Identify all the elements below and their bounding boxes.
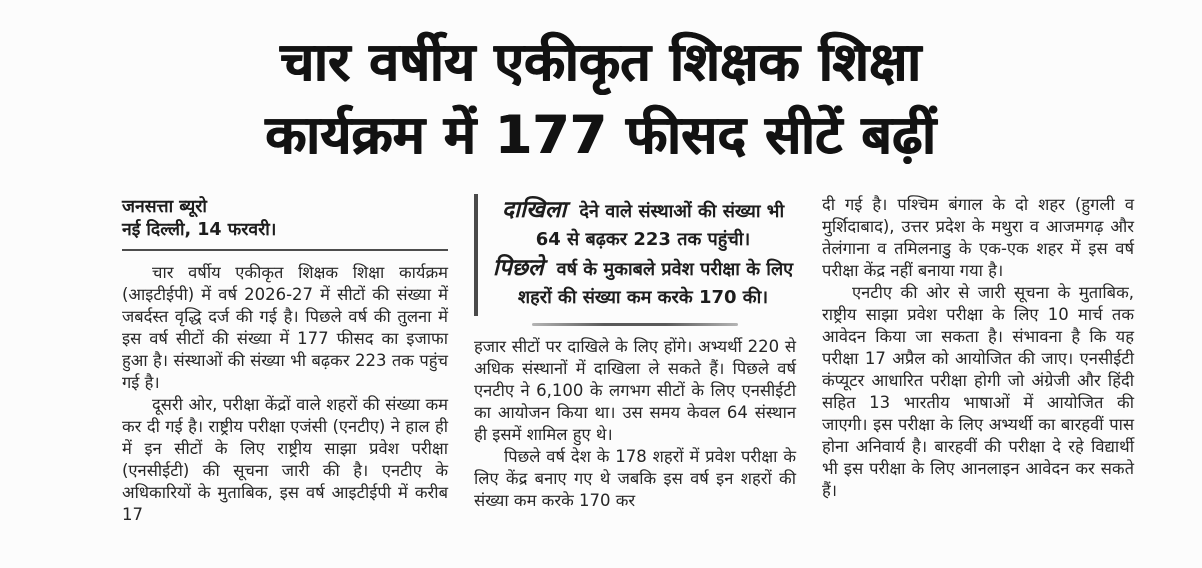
- paragraph: हजार सीटों पर दाखिले के लिए होंगे। अभ्यर्थी 220 से अधिक संस्थानों में दाखिला ले सकते हैं। पिछले वर्ष एनटीए ने 6,100 के लगभग सीटों के लिए एनसीईटी का आयोजन किया था। उस समय केवल 64 संस्थान ही इसमें शामिल हुए थे।: [474, 337, 796, 444]
- paragraph: एनटीए की ओर से जारी सूचना के मुताबिक, राष्ट्रीय साझा प्रवेश परीक्षा के लिए 10 मार्च तक आवेदन किया जा सकता है। संभावना है कि यह परीक्षा 17 अप्रैल को आयोजित की जाए। एनसीईटी कंप्यूटर आधारित परीक्षा होगी जो अंग्रेजी और हिंदी सहित 13 भारतीय भाषाओं में आयोजित की जाएगी। इस परीक्षा के लिए अभ्यर्थी का बारहवीं पास होना अनिवार्य है। बारहवीं की परीक्षा दे रहे विद्यार्थी भी इस परीक्षा के लिए आनलाइन आवेदन कर सकते हैं।: [822, 283, 1135, 500]
- headline-line-1: चार वर्षीय एकीकृत शिक्षक शिक्षा: [280, 32, 922, 93]
- byline-agency: जनसत्ता ब्यूरो: [122, 197, 207, 217]
- pull-quote-text: देने वाले संस्थाओं की संख्या भी 64 से बढ़कर 223 तक पहुंची।: [535, 201, 785, 250]
- headline-line-2: कार्यक्रम में 177 फीसद सीटें बढ़ीं: [265, 105, 937, 166]
- column-right: [822, 194, 1134, 526]
- pull-quote-item: [490, 196, 796, 254]
- paragraph: दूसरी ओर, परीक्षा केंद्रों वाले शहरों की संख्या कम कर दी गई है। राष्ट्रीय परीक्षा एजंसी (एनटीए) ने हाल ही में इन सीटों के लिए राष्ट्रीय साझा प्रवेश परीक्षा (एनसीईटी) की सूचना जारी की है। एनटीए के अधिकारियों के मुताबिक, इस वर्ष आइटीईपी में करीब 17: [122, 395, 448, 524]
- column-middle: [474, 194, 796, 526]
- byline-dateline: नई दिल्ली, 14 फरवरी।: [122, 220, 277, 240]
- pull-quote-item: [490, 254, 796, 312]
- paragraph: दी गई है। पश्चिम बंगाल के दो शहर (हुगली व मुर्शिदाबाद), उत्तर प्रदेश के मथुरा व आजमगढ़ और तेलंगाना व तमिलनाडु के एक-एक शहर में इस वर्ष परीक्षा केंद्र नहीं बनाया गया है।: [822, 195, 1134, 280]
- pull-quote-lead: पिछले: [492, 255, 552, 281]
- pull-quote: [474, 194, 796, 316]
- article-headline: [110, 26, 1092, 172]
- pull-quote-lead: दाखिला: [501, 197, 575, 223]
- byline-rule: [122, 249, 448, 251]
- column-left: [122, 194, 448, 526]
- article-body: [122, 194, 1134, 526]
- pull-quote-text: वर्ष के मुकाबले प्रवेश परीक्षा के लिए शहरों की संख्या कम करके 170 की।: [517, 259, 794, 308]
- paragraph: चार वर्षीय एकीकृत शिक्षक शिक्षा कार्यक्रम (आइटीईपी) में वर्ष 2026-27 में सीटों की संख्या में जबर्दस्त वृद्धि दर्ज की गई है। पिछले वर्ष की तुलना में इस वर्ष सीटों की संख्या में 177 फीसद का इजाफा हुआ है। संस्थाओं की संख्या भी बढ़कर 223 तक पहुंच गई है।: [122, 263, 448, 392]
- byline: [122, 194, 448, 242]
- paragraph: पिछले वर्ष देश के 178 शहरों में प्रवेश परीक्षा के लिए केंद्र बनाए गए थे जबकि इस वर्ष इन शहरों की संख्या कम करके 170 कर: [474, 447, 796, 510]
- pull-quote-rule: [532, 323, 738, 326]
